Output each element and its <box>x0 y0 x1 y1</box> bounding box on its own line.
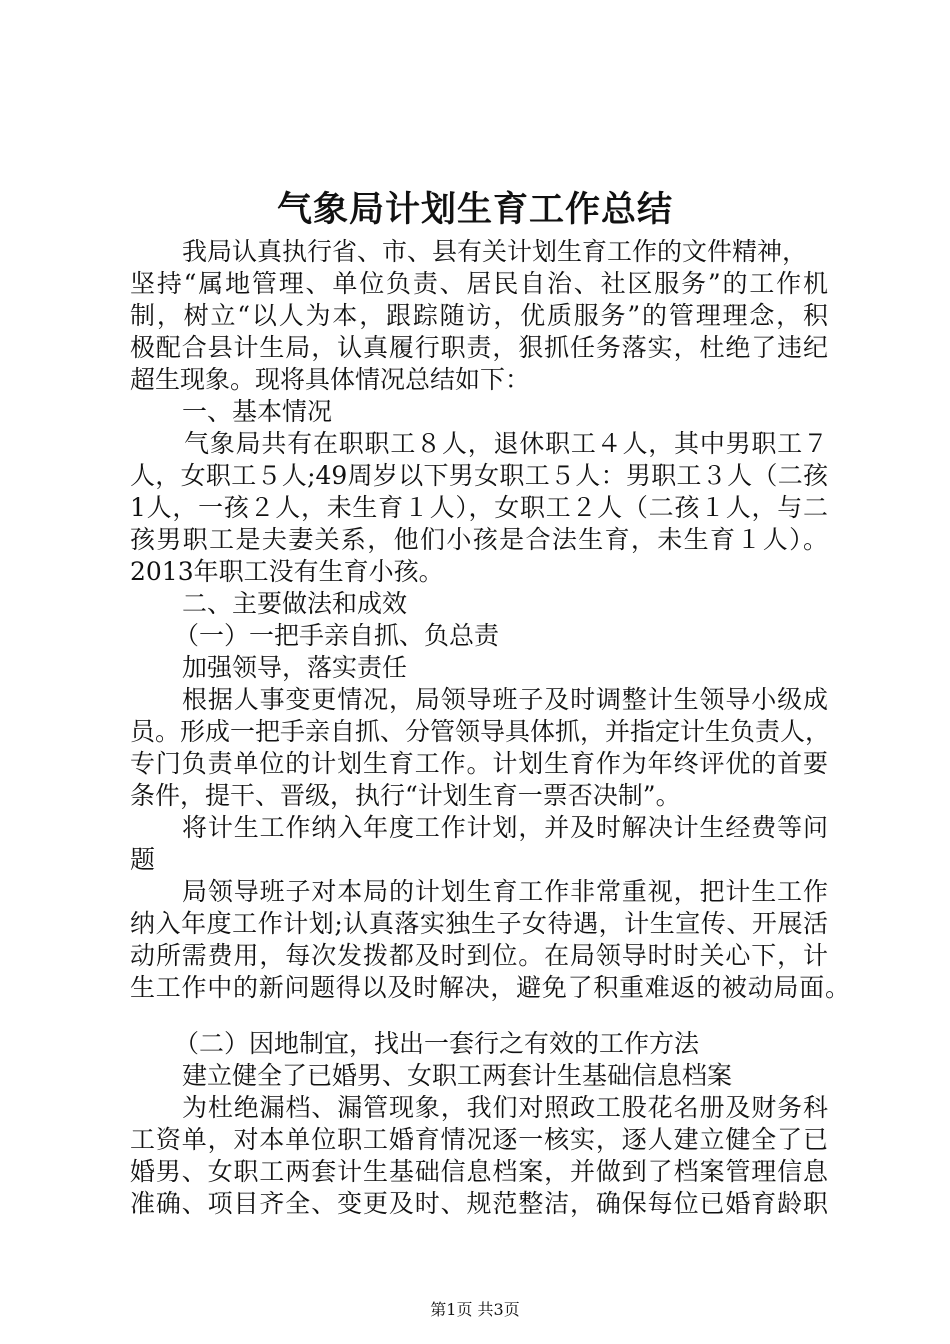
body-line: 坚持“属地管理、单位负责、居民自治、社区服务”的工作机 <box>130 269 828 298</box>
body-line: 专门负责单位的计划生育工作。计划生育作为年终评优的首要 <box>130 749 828 778</box>
body-line: 员。形成一把手亲自抓、分管领导具体抓，并指定计生负责人， <box>130 717 831 746</box>
body-line: 为杜绝漏档、漏管现象，我们对照政工股花名册及财务科 <box>182 1093 828 1122</box>
body-line: 工资单，对本单位职工婚育情况逐一核实，逐人建立健全了已 <box>130 1125 828 1154</box>
body-line: 孩男职工是夫妻关系，他们小孩是合法生育，未生育１人）。 <box>130 525 828 554</box>
section-heading: 二、主要做法和成效 <box>182 589 408 618</box>
body-line: 气象局共有在职职工８人，退休职工４人，其中男职工７ <box>184 429 828 458</box>
body-line: 1人，一孩２人，未生育１人），女职工２人（二孩１人，与二 <box>130 493 828 522</box>
subsection-subheading: 建立健全了已婚男、女职工两套计生基础信息档案 <box>182 1061 733 1090</box>
body-line: 2013年职工没有生育小孩。 <box>130 557 444 586</box>
body-line: 超生现象。现将具体情况总结如下： <box>130 365 531 394</box>
body-line: 纳入年度工作计划;认真落实独生子女待遇，计生宣传、开展活 <box>130 909 828 938</box>
subsection-heading: （一）一把手亲自抓、负总责 <box>174 621 500 650</box>
subsection-heading: （二）因地制宜，找出一套行之有效的工作方法 <box>174 1029 700 1058</box>
body-line: 局领导班子对本局的计划生育工作非常重视，把计生工作 <box>182 877 828 906</box>
subsection-subheading: 将计生工作纳入年度工作计划，并及时解决计生经费等问 <box>182 813 828 842</box>
document-title: 气象局计划生育工作总结 <box>276 190 673 230</box>
body-line: 极配合县计生局，认真履行职责，狠抓任务落实，杜绝了违纪 <box>130 333 828 362</box>
section-heading: 一、基本情况 <box>182 397 333 426</box>
body-line: 根据人事变更情况，局领导班子及时调整计生领导小级成 <box>182 685 828 714</box>
body-line: 人，女职工５人;49周岁以下男女职工５人：男职工３人（二孩 <box>130 461 828 490</box>
body-line: 生工作中的新问题得以及时解决，避免了积重难返的被动局面。 <box>130 973 850 1002</box>
body-line: 婚男、女职工两套计生基础信息档案，并做到了档案管理信息 <box>130 1157 828 1186</box>
subsection-subheading: 题 <box>130 845 156 874</box>
page-number-footer: 第1页 共3页 <box>430 1300 520 1319</box>
body-line: 条件，提干、晋级，执行“计划生育一票否决制”。 <box>130 781 681 810</box>
body-line: 动所需费用，每次发拨都及时到位。在局领导时时关心下，计 <box>130 941 828 970</box>
body-line: 制，树立“以人为本，跟踪随访，优质服务”的管理理念，积 <box>130 301 828 330</box>
body-line: 我局认真执行省、市、县有关计划生育工作的文件精神， <box>182 237 808 266</box>
subsection-subheading: 加强领导，落实责任 <box>182 653 408 682</box>
body-line: 准确、项目齐全、变更及时、规范整洁，确保每位已婚育龄职 <box>130 1189 828 1218</box>
